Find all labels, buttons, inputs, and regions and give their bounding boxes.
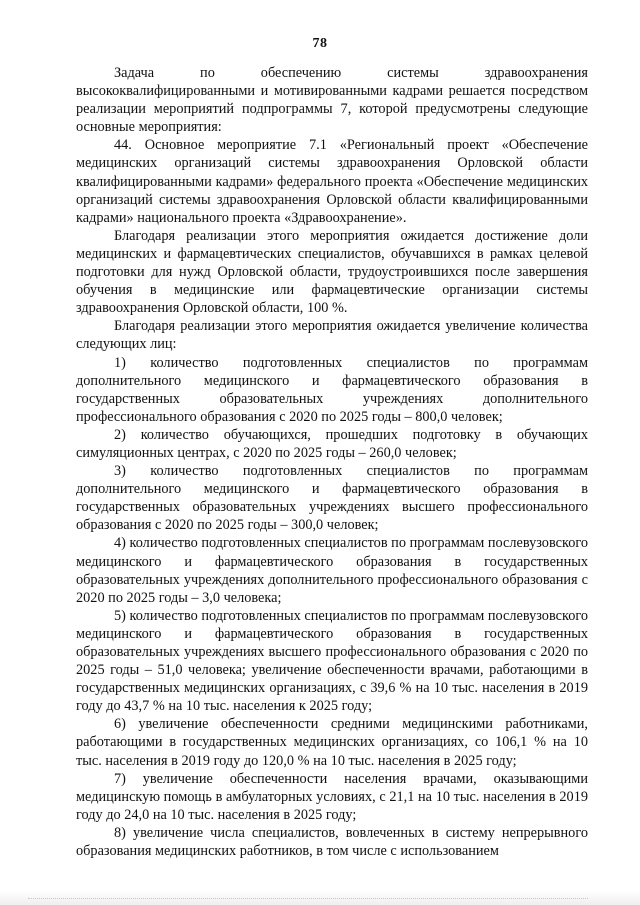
list-item-3: 3) количество подготовленных специалистов по программам дополнительного медицинского и фармацевтического образования в государственных образовательных учреждениях высшего профессионального образования с 2020 по 2025 годы – 300,0 человек;	[76, 463, 588, 534]
paragraph-measure-44: 44. Основное мероприятие 7.1 «Региональный проект «Обеспечение медицинских организаций системы здравоохранения Орловской области квалифицированными кадрами» федерального проекта «Обеспечение медицинских организаций системы здравоохранения Орловской области квалифицированными кадрами» национального проекта «Здравоохранение».	[76, 137, 588, 226]
list-item-6: 6) увеличение обеспеченности средними медицинскими работниками, работающими в государственных медицинских организациях, со 106,1 % на 10 тыс. населения в 2019 году до 120,0 % на 10 тыс. населения в 2025 году;	[76, 716, 588, 769]
list-item-1: 1) количество подготовленных специалистов по программам дополнительного медицинского и фармацевтического образования в государственных образовательных учреждениях дополнительного профессионального образования с 2020 по 2025 годы – 800,0 человек;	[76, 354, 588, 425]
page-number: 78	[312, 36, 328, 51]
document-body	[76, 64, 588, 860]
list-item-8: 8) увеличение числа специалистов, вовлеченных в систему непрерывного образования медицинских работников, в том числе с использованием	[76, 824, 588, 860]
paragraph-expected-increase: Благодаря реализации этого мероприятия ожидается увеличение количества следующих лиц:	[76, 318, 588, 353]
scan-artifact-line	[28, 897, 588, 899]
list-item-2: 2) количество обучающихся, прошедших подготовку в обучающих симуляционных центрах, с 2020 по 2025 годы – 260,0 человек;	[76, 426, 588, 461]
paragraph-expected-share: Благодаря реализации этого мероприятия ожидается достижение доли медицинских и фармацевтических специалистов, обучавшихся в рамках целевой подготовки для нужд Орловской области, трудоустроившихся после завершения обучения в медицинские или фармацевтические организации системы здравоохранения Орловской области, 100 %.	[76, 227, 588, 317]
paragraph-intro: Задача по обеспечению системы здравоохранения высококвалифицированными и мотивированными кадрами решается посредством реализации мероприятий подпрограммы 7, которой предусмотрены следующие основные мероприятия:	[76, 65, 588, 136]
list-item-5: 5) количество подготовленных специалистов по программам послевузовского медицинского и фармацевтического образования в государственных образовательных учреждениях высшего профессионального образования с 2020 по 2025 годы – 51,0 человека; увеличение обеспеченности врачами, работающими в государственных медицинских организациях, с 39,6 % на 10 тыс. населения в 2019 году до 43,7 % на 10 тыс. населения к 2025 году;	[76, 607, 588, 715]
list-item-7: 7) увеличение обеспеченности населения врачами, оказывающими медицинскую помощь в амбулаторных условиях, с 21,1 на 10 тыс. населения в 2019 году до 24,0 на 10 тыс. населения в 2025 году;	[76, 770, 588, 823]
list-item-4: 4) количество подготовленных специалистов по программам послевузовского медицинского и фармацевтического образования в государственных образовательных учреждениях дополнительного профессионального образования с 2020 по 2025 годы – 3,0 человека;	[76, 535, 588, 606]
